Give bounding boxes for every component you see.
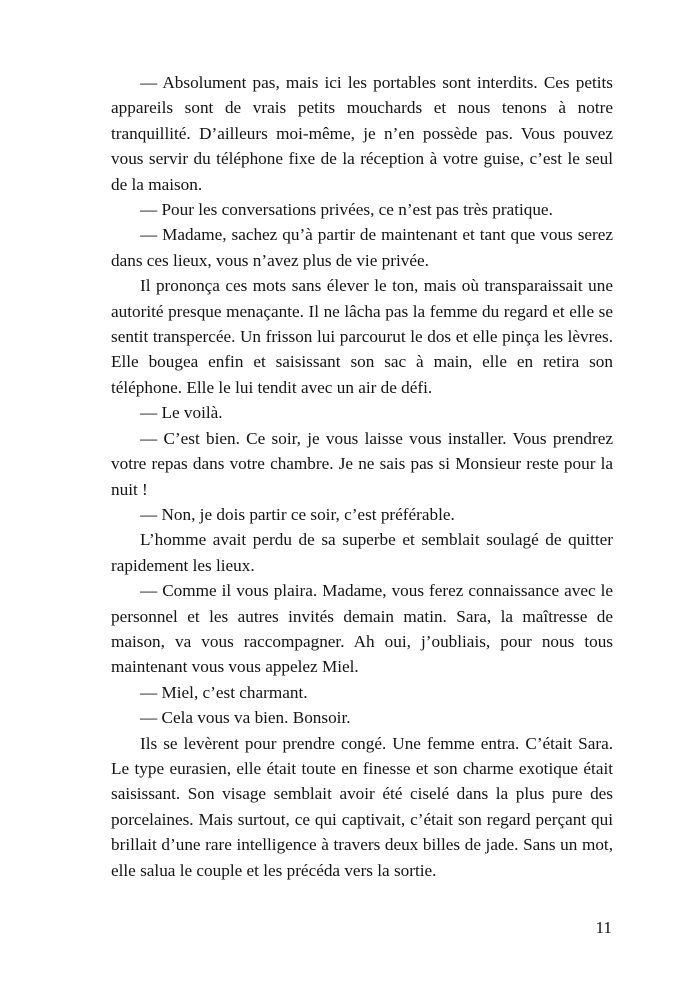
- paragraph-4: Il prononça ces mots sans élever le ton, mais où transparaissait une autorité presque menaçante. Il ne lâcha pas la femme du regard et elle se sentit transpercée. Un frisson lui parcourut le dos et elle pinça les lèvres. Elle bougea enfin et saisissant son sac à main, elle en retira son téléphone. Elle le lui tendit avec un air de défi.: [111, 276, 613, 397]
- paragraph-5: — Le voilà.: [140, 403, 223, 423]
- paragraph-11: — Cela vous va bien. Bonsoir.: [140, 708, 351, 728]
- paragraph-12: Ils se levèrent pour prendre congé. Une femme entra. C’était Sara. Le type eurasien, elle était toute en finesse et son charme exotique était saisissant. Son visage semblait avoir été ciselé dans la plus pure des porcelaines. Mais surtout, ce qui captivait, c’était son regard perçant qui brillait d’une rare intelligence à travers deux billes de jade. Sans un mot, elle salua le couple et les précéda vers la sortie.: [111, 733, 613, 880]
- paragraph-9: — Comme il vous plaira. Madame, vous ferez connaissance avec le personnel et les autres invités demain matin. Sara, la maîtresse de maison, va vous raccompagner. Ah oui, j’oubliais, pour nous tous maintenant vous vous appelez Miel.: [111, 581, 613, 677]
- paragraph-7: — Non, je dois partir ce soir, c’est préférable.: [140, 504, 455, 524]
- paragraph-8: L’homme avait perdu de sa superbe et semblait soulagé de quitter rapidement les lieux.: [111, 530, 613, 575]
- paragraph-1: — Absolument pas, mais ici les portables sont interdits. Ces petits appareils sont de vrais petits mouchards et nous tenons à notre tranquillité. D’ailleurs moi-même, je n’en possède pas. Vous pouvez vous servir du téléphone fixe de la réception à votre guise, c’est le seul de la maison.: [111, 73, 613, 194]
- paragraph-10: — Miel, c’est charmant.: [140, 682, 308, 702]
- body-text: [111, 70, 613, 883]
- paragraph-6: — C’est bien. Ce soir, je vous laisse vous installer. Vous prendrez votre repas dans votre chambre. Je ne sais pas si Monsieur reste pour la nuit !: [111, 428, 613, 499]
- paragraph-3: — Madame, sachez qu’à partir de maintenant et tant que vous serez dans ces lieux, vous n’avez plus de vie privée.: [111, 225, 613, 270]
- paragraph-2: — Pour les conversations privées, ce n’est pas très pratique.: [140, 200, 553, 220]
- page-number: 11: [595, 918, 612, 937]
